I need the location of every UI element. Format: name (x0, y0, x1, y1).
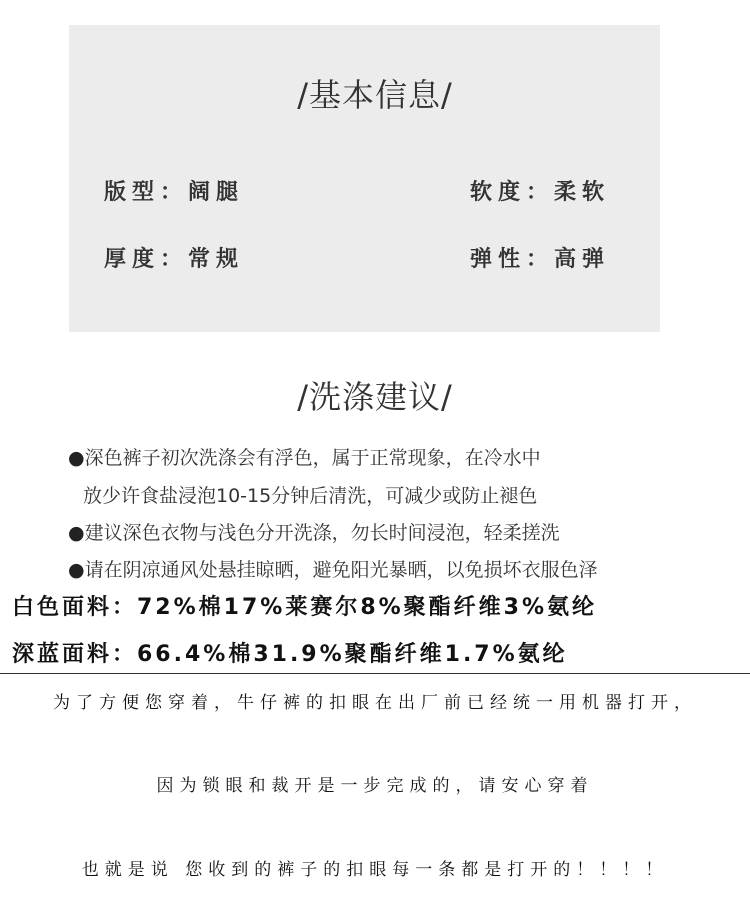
washing-tip (68, 443, 541, 470)
washing-title: /洗涤建议/ (297, 378, 453, 416)
spec-softness: 软度：柔软 (470, 180, 611, 205)
washing-tip-text: 建议深色衣物与浅色分开洗涤，勿长时间浸泡，轻柔搓洗 (84, 522, 560, 544)
buttonhole-note: 因为锁眼和裁开是一步完成的，请安心穿着 (156, 776, 594, 796)
basic-info-title: /基本信息/ (297, 76, 453, 114)
spec-elasticity: 弹性：高弹 (470, 247, 611, 272)
bullet-icon: ● (68, 559, 85, 581)
spec-fit: 版型：阔腿 (104, 180, 245, 205)
buttonhole-note: 也就是说 您收到的裤子的扣眼每一条都是打开的！！！！ (81, 860, 669, 880)
spec-thickness: 厚度：常规 (104, 247, 245, 272)
washing-tip (68, 555, 598, 582)
navy-fabric-composition: 深蓝面料：66.4%棉31.9%聚酯纤维1.7%氨纶 (12, 642, 568, 667)
buttonhole-note: 为了方便您穿着，牛仔裤的扣眼在出厂前已经统一用机器打开， (53, 693, 697, 713)
washing-tip-text: 请在阴凉通风处悬挂晾晒，避免阳光暴晒，以免损坏衣服色泽 (84, 559, 598, 581)
bullet-icon: ● (68, 522, 85, 544)
washing-tip (68, 518, 560, 545)
washing-tip-text: 深色裤子初次洗涤会有浮色，属于正常现象，在冷水中 (84, 447, 541, 469)
white-fabric-composition: 白色面料：72%棉17%莱赛尔8%聚酯纤维3%氨纶 (12, 595, 598, 620)
bullet-icon: ● (68, 447, 85, 469)
washing-tip-continued (83, 481, 537, 508)
divider (0, 673, 750, 674)
washing-tip-text: 放少许食盐浸泡10-15分钟后清洗，可减少或防止褪色 (83, 485, 538, 507)
